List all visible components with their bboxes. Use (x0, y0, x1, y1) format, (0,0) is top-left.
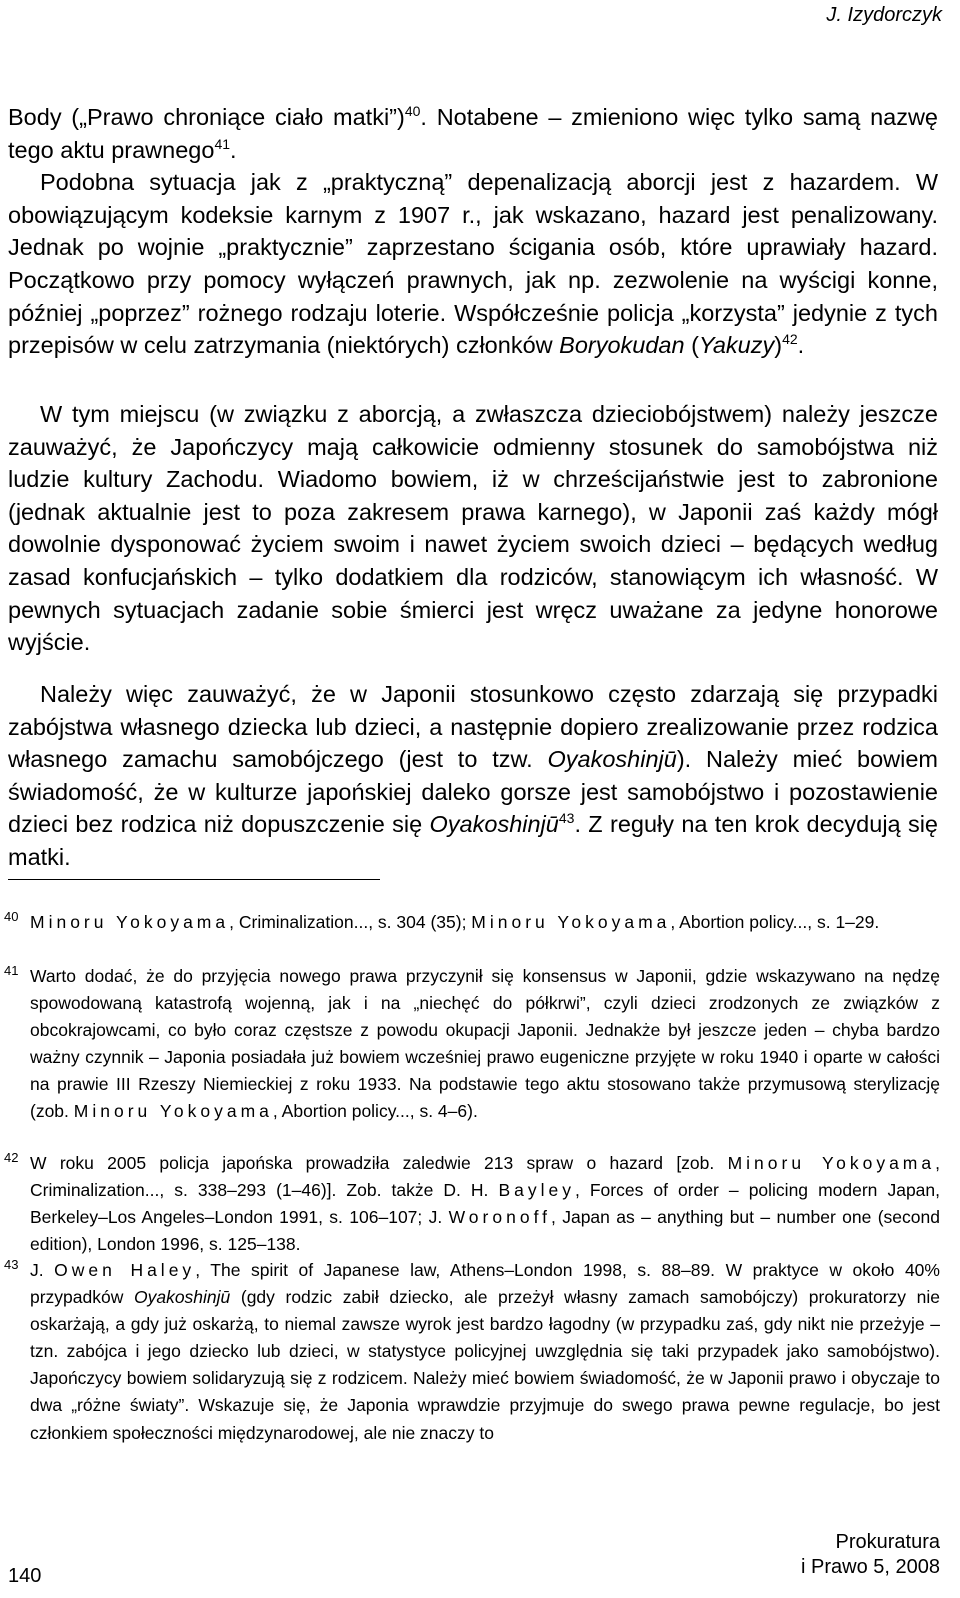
journal-issue: i Prawo 5, 2008 (801, 1556, 940, 1578)
running-header-author: J. Izydorczyk (826, 4, 942, 26)
main-text-block-3 (8, 678, 938, 874)
paragraph-2: Podobna sytuacja jak z „praktyczną” depenalizacją aborcji jest z hazardem. W obowiązującym kodeksie karnym z 1907 r., jak wskazano, hazard jest penalizowany. Jednak po wojnie „praktycznie” zaprzestano ścigania osób, które uprawiały hazard. Początkowo przy pomocy wyłączeń prawnych, jak np. zezwolenie na wyścigi konne, później „poprzez” rożnego rodzaju loterie. Współcześnie policja „korzysta” jedynie z tych przepisów w celu zatrzymania (niektórych) członków Boryokudan (Yakuzy)$^{42}$. (8, 169, 938, 359)
page-number: 140 (8, 1565, 42, 1587)
main-text-block-2 (8, 398, 938, 659)
footnote-40: 40 Minoru Yokoyama, Criminalization..., s. 304 (35); Minoru Yokoyama, Abortion policy..., s. 1–29. (30, 909, 940, 936)
footnote-41: 41 Warto dodać, że do przyjęcia nowego prawa przyczynił się konsensus w Japonii, gdzie wskazywano na nędzę spowodowaną katastrofą wojenną, jak i na „niechęć do półkrwi”, czyli dzieci zrodzonych ze związków z obcokrajowcami, co było coraz częstsze z powodu okupacji Japonii. Jednakże był jeszcze jeden – chyba bardzo ważny czynnik – Japonia posiadała już bowiem wcześniej prawo eugeniczne przyjęte w roku 1940 i oparte w całości na prawie III Rzeszy Niemieckiej z roku 1933. Na podstawie tego aktu stosowano także przymusową sterylizację (zob. Minoru Yokoyama, Abortion policy..., s. 4–6). (30, 963, 940, 1126)
main-text-block-1 (8, 101, 938, 362)
journal-footer (801, 1530, 940, 1580)
footnote-42: 42 W roku 2005 policja japońska prowadziła zaledwie 213 spraw o hazard [zob. Minoru Yokoyama, Criminalization..., s. 338–293 (1–46)]. Zob. także D. H. Bayley, Forces of order – policing modern Japan, Berkeley–Los Angeles–London 1991, s. 106–107; J. Woronoff, Japan as – anything but – number one (second edition), London 1996, s. 125–138. (30, 1150, 940, 1258)
paragraph-1: Body („Prawo chroniące ciało matki”)$^{40}$. Notabene – zmieniono więc tylko samą nazwę tego aktu prawnego$^{41}$. (8, 103, 939, 163)
footnote-number: 40 (4, 909, 19, 924)
footnote-number: 41 (4, 963, 19, 978)
footnote-43: 43 J. Owen Haley, The spirit of Japanese law, Athens–London 1998, s. 88–89. W praktyce w około 40% przypadków Oyakoshinjū (gdy rodzic zabił dziecko, ale przeżył własny zamach samobójczy) prokuratorzy nie oskarżają, a gdy już oskarżą, to niemal zawsze wyrok jest bardzo łagodny (w przypadku zaś, gdy nikt nie przeżyje – tzn. zabójca i jego dziecko lub dzieci, w statystyce policyjnej uwzględnia się taki przypadek jako samobójstwo). Japończycy bowiem solidaryzują się z rodzicem. Należy mieć bowiem świadomość, że w Japonii prawo i obyczaje to dwa „różne światy”. Wskazuje się, że Japonia wprawdzie przyjmuje do swego prawa pewne regulacje, bo jest członkiem społeczności międzynarodowej, ale nie znaczy to (30, 1257, 940, 1447)
journal-title: Prokuratura (835, 1531, 940, 1553)
footnote-ref-40[interactable]: 40 (404, 103, 421, 120)
footnote-ref-41[interactable]: 41 (214, 135, 231, 152)
footnote-ref-42[interactable]: 42 (782, 331, 798, 348)
footnote-number: 42 (4, 1150, 19, 1165)
paragraph-4: Należy więc zauważyć, że w Japonii stosunkowo często zdarzają się przypadki zabójstwa własnego dziecka lub dzieci, a następnie dopiero zrealizowanie przez rodzica własnego zamachu samobójczego (jest to tzw. Oyakoshinjū). Należy mieć bowiem świadomość, że w kulturze japońskiej daleko gorsze jest samobójstwo i pozostawienie dzieci bez rodzica niż dopuszczenie się Oyakoshinjū$^{43}$. Z reguły na ten krok decydują się matki. (8, 681, 939, 870)
footnote-separator (8, 879, 380, 880)
footnote-number: 43 (4, 1257, 19, 1272)
footnote-ref-43[interactable]: 43 (558, 810, 575, 827)
paragraph-3: W tym miejscu (w związku z aborcją, a zwłaszcza dzieciobójstwem) należy jeszcze zauważyć, że Japończycy mają całkowicie odmienny stosunek do samobójstwa niż ludzie kultury Zachodu. Wiadomo bowiem, iż w chrześcijaństwie jest to zabronione (jednak aktualnie jest to poza zakresem prawa karnego), w Japonii zaś każdy mógł dowolnie dysponować życiem swoim i nawet życiem swoich dzieci – będących według zasad konfucjańskich – tylko dodatkiem dla rodziców, stanowiącym ich własność. W pewnych sytuacjach zadanie sobie śmierci jest wręcz uważane za jedyne honorowe wyjście. (8, 401, 938, 656)
